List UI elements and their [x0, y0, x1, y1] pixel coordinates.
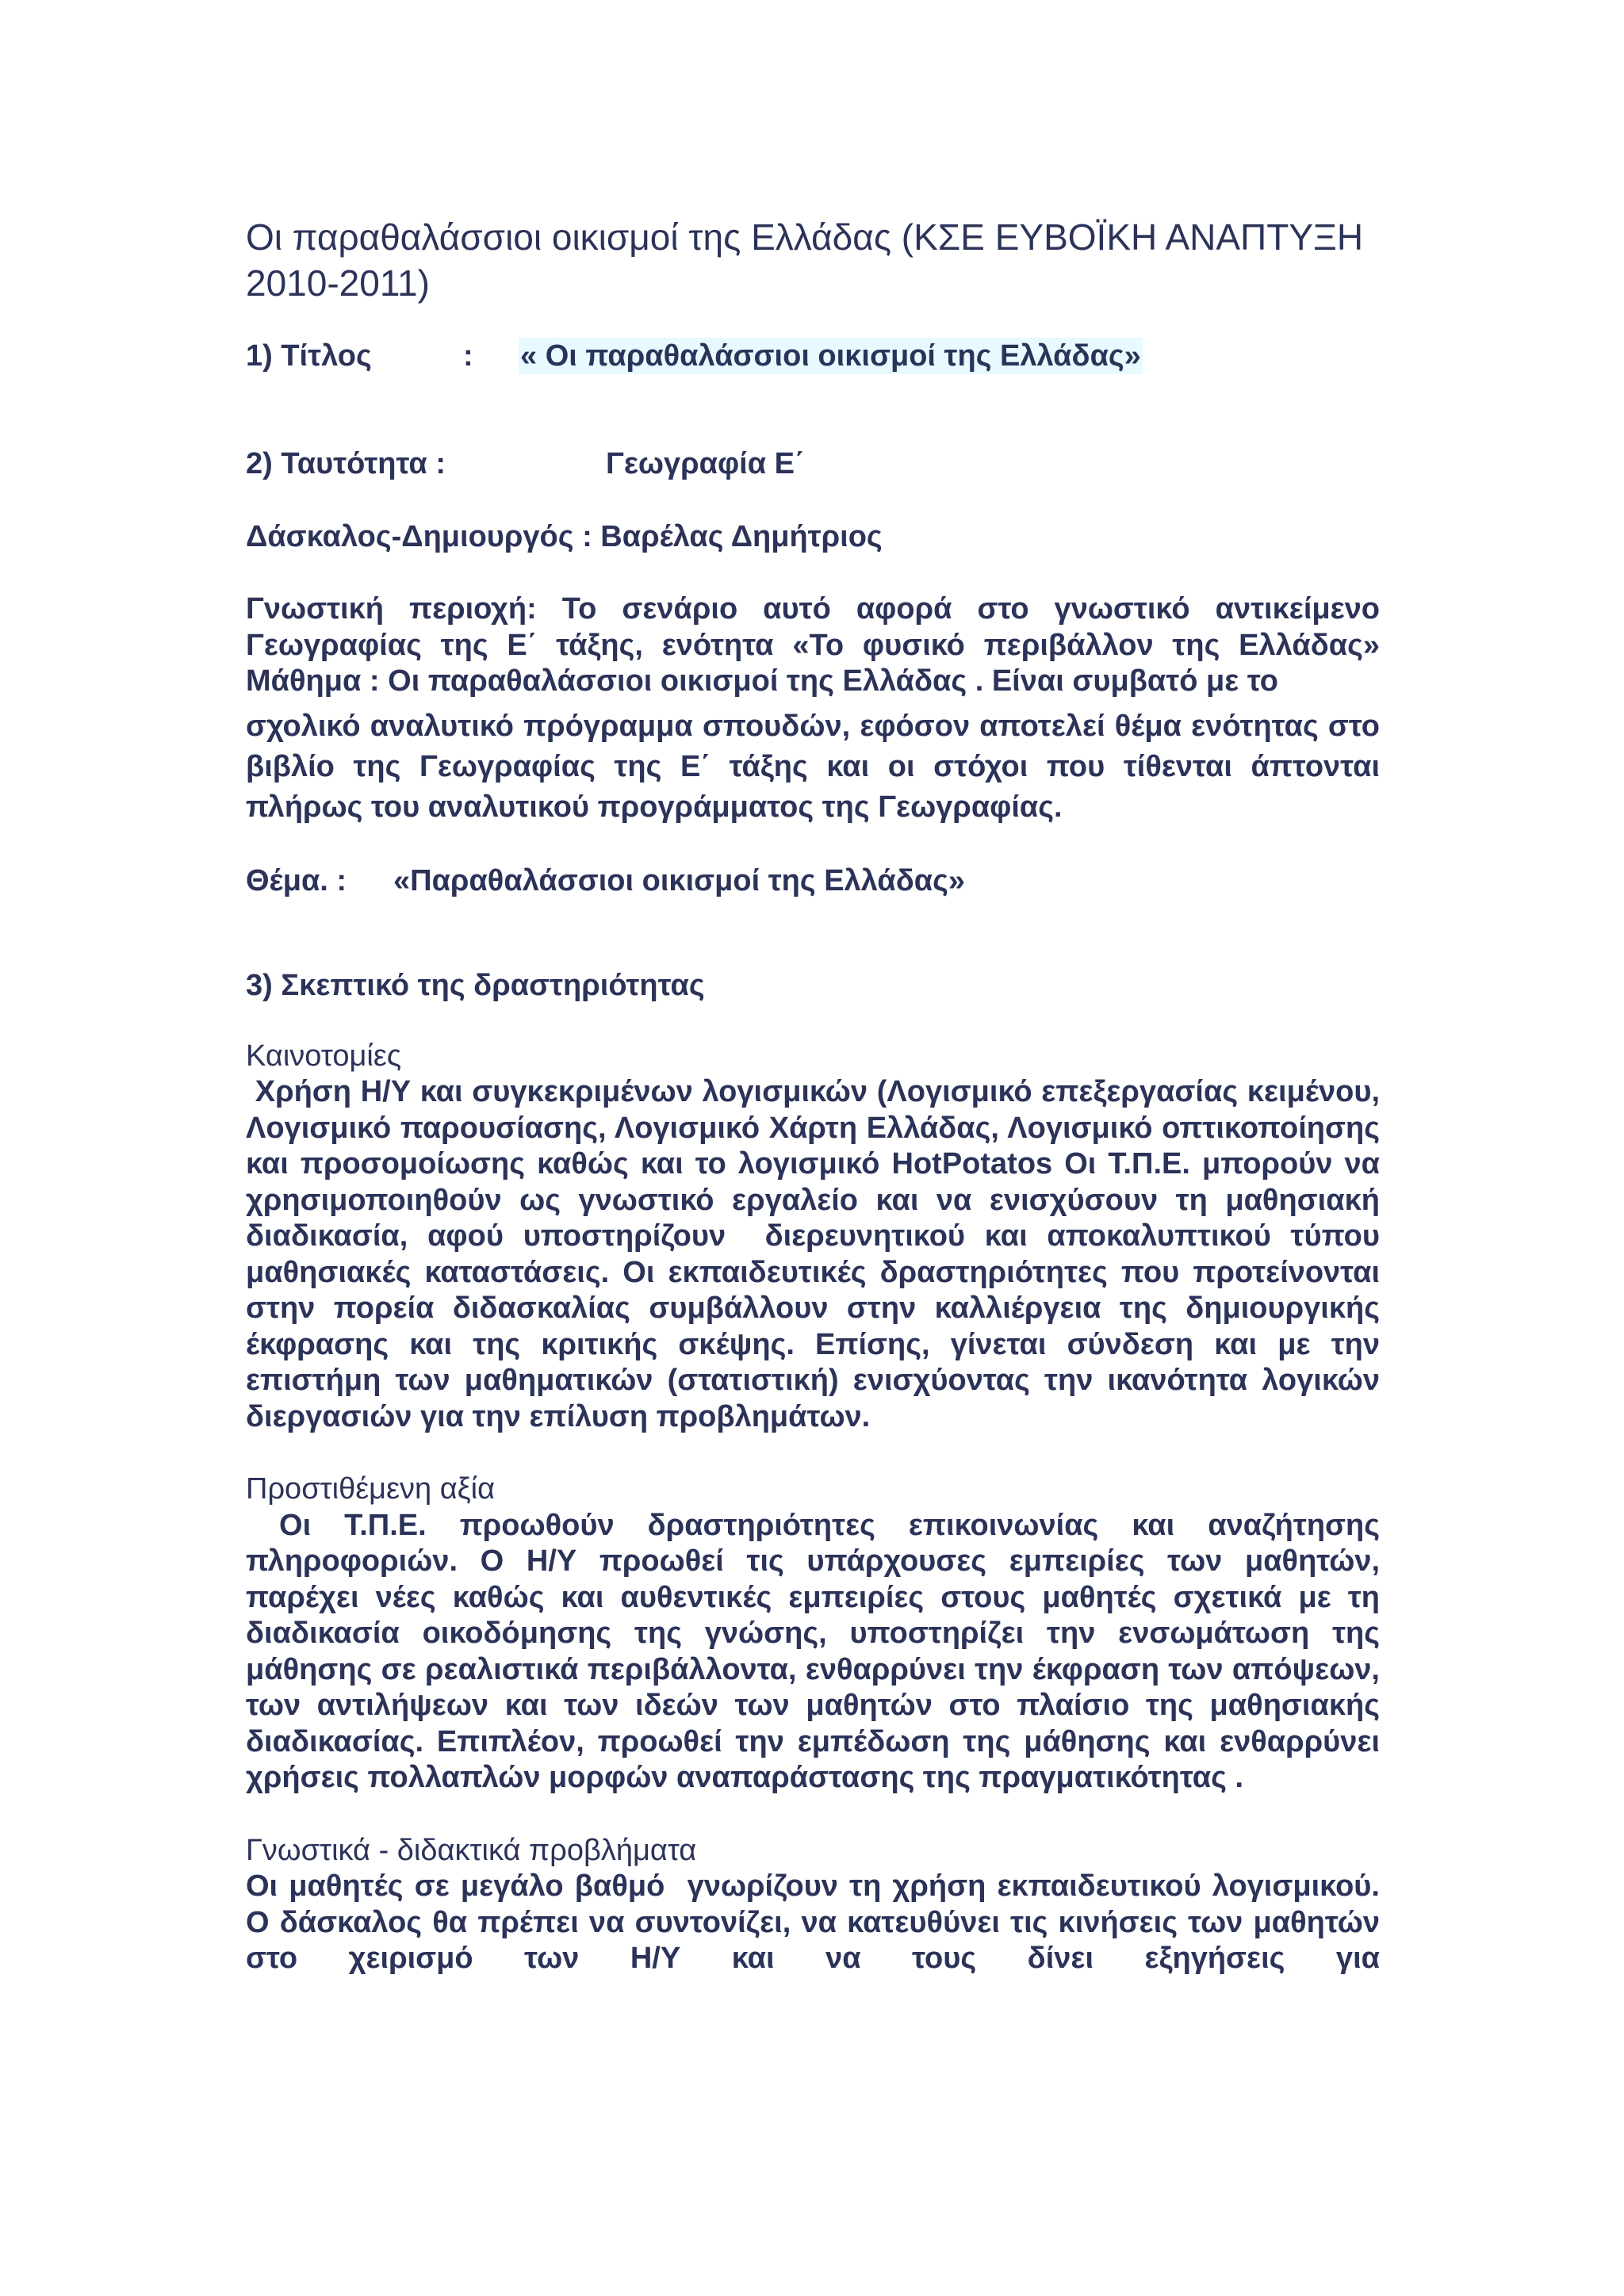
tautotita-row — [246, 446, 1380, 482]
prostithemeni-axia-heading: Προστιθέμενη αξία — [246, 1472, 496, 1506]
tautotita-value: Γεωγραφία Ε΄ — [606, 447, 805, 480]
thema-value: «Παραθαλάσσιοι οικισμοί της Ελλάδας» — [393, 863, 965, 897]
prostithemeni-axia-paragraph: Οι Τ.Π.Ε. προωθούν δραστηριότητες επικοινωνίας και αναζήτησης πληροφοριών. Ο Η/Υ προωθεί τις υπάρχουσες εμπειρίες των μαθητών, παρέχει νέες καθώς και αυθεντικές εμπειρίες στους μαθητές σχετικά με τη διαδικασία οικοδόμησης της γνώσης, υποστηρίζει την ενσωμάτωση της μάθησης σε ρεαλιστικά περιβάλλοντα, ενθαρρύνει την έκφραση των απόψεων, των αντιλήψεων και των ιδεών των μαθητών στο πλαίσιο της μαθησιακής διαδικασίας. Επιπλέον, προωθεί την εμπέδωση της μάθησης και ενθαρρύνει χρήσεις πολλαπλών μορφών αναπαράστασης της πραγματικότητας . — [246, 1508, 1388, 1794]
kainotomies-heading: Καινοτομίες — [246, 1039, 402, 1073]
titlos-label: 1) Τίτλος — [246, 339, 372, 373]
document-title: Οι παραθαλάσσιοι οικισμοί της Ελλάδας (ΚΣΕ ΕΥΒΟΪΚΗ ΑΝΑΠΤΥΞΗ 2010-2011) — [246, 216, 1364, 304]
thema-row — [246, 863, 1380, 899]
kainotomies-paragraph: Χρήση Η/Υ και συγκεκριμένων λογισμικών (Λογισμικό επεξεργασίας κειμένου, Λογισμικό παρουσίασης, Λογισμικό Χάρτη Ελλάδας, Λογισμικό οπτικοποίησης και προσομοίωσης καθώς και το λογισμικό HotPotatos Οι Τ.Π.Ε. μπορούν να χρησιμοποιηθούν ως γνωστικό εργαλείο και να ενισχύσουν τη μαθησιακή διαδικασία, αφού υποστηρίζουν διερευνητικού και αποκαλυπτικού τύπου μαθησιακές καταστάσεις. Οι εκπαιδευτικές δραστηριότητες που προτείνονται στην πορεία διδασκαλίας συμβάλλουν στην καλλιέργεια της δημιουργικής έκφρασης και της κριτικής σκέψης. Επίσης, γίνεται σύνδεση και με την επιστήμη των μαθηματικών (στατιστική) ενισχύοντας την ικανότητα λογικών διεργασιών για την επίλυση προβλημάτων. — [246, 1075, 1388, 1433]
daskalos-line: Δάσκαλος-Δημιουργός : Βαρέλας Δημήτριος — [246, 520, 883, 553]
titlos-colon: : — [463, 339, 473, 373]
titlos-row — [246, 338, 1380, 374]
tautotita-label: 2) Ταυτότητα : — [246, 447, 446, 480]
thema-label: Θέμα. : — [246, 863, 347, 897]
gnostika-provlimata-heading: Γνωστικά - διδακτικά προβλήματα — [246, 1833, 697, 1867]
document-page — [246, 214, 1388, 1977]
gnostiki-perioxi-paragraph-2: σχολικό αναλυτικό πρόγραμμα σπουδών, εφόσον αποτελεί θέμα ενότητας στο βιβλίο της Γεωγραφίας της Ε΄ τάξης και οι στόχοι που τίθενται άπτονται πλήρως του αναλυτικού προγράμματος της Γεωγραφίας. — [246, 709, 1380, 824]
titlos-value: « Οι παραθαλάσσιοι οικισμοί της Ελλάδας» — [520, 339, 1141, 373]
gnostika-provlimata-paragraph: Οι μαθητές σε μεγάλο βαθμό γνωρίζουν τη χρήση εκπαιδευτικού λογισμικού. Ο δάσκαλος θα πρέπει να συντονίζει, να κατευθύνει τις κινήσεις των μαθητών στο χειρισμό των Η/Υ και να τους δίνει εξηγήσεις για — [246, 1869, 1388, 1975]
gnostiki-perioxi-paragraph-1: Γνωστική περιοχή: Το σενάριο αυτό αφορά στο γνωστικό αντικείμενο Γεωγραφίας της Ε΄ τάξης, ενότητα «Το φυσικό περιβάλλον της Ελλάδας» Μάθημα : Οι παραθαλάσσιοι οικισμοί της Ελλάδας . Είναι συμβατό με το — [246, 592, 1380, 698]
section3-heading: 3) Σκεπτικό της δραστηριότητας — [246, 968, 705, 1002]
